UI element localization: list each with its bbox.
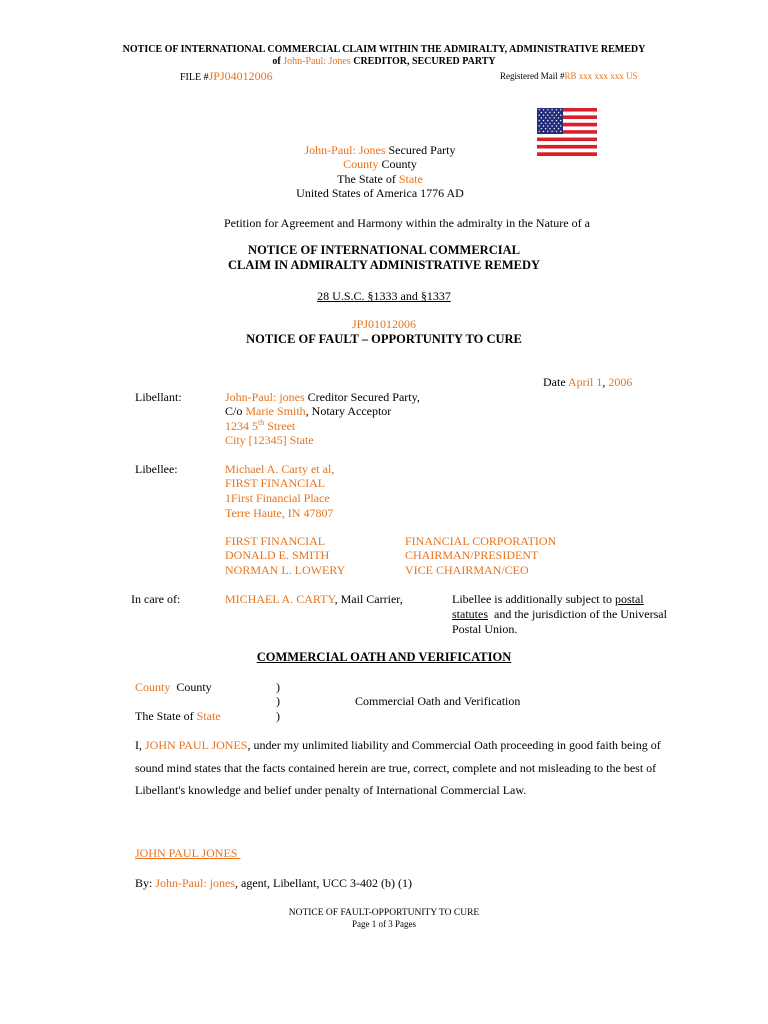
libellant-co: C/o Marie Smith, Notary Acceptor (225, 404, 392, 418)
usc-citation: 28 U.S.C. §1333 and §1337 (317, 289, 451, 303)
party-state: The State of State (337, 172, 423, 186)
petition-text: Petition for Agreement and Harmony within the admiralty in the Nature of a (224, 216, 590, 230)
signature-by: By: John-Paul: jones, agent, Libellant, UCC 3-402 (b) (1) (135, 876, 412, 890)
party-county: County County (343, 157, 417, 171)
paren: ) (276, 694, 280, 708)
oath-paragraph-line1: I, JOHN PAUL JONES, under my unlimited liability and Commercial Oath proceeding in good faith being of (135, 738, 661, 752)
header-title: NOTICE OF INTERNATIONAL COMMERCIAL CLAIM WITHIN THE ADMIRALTY, ADMINISTRATIVE REMEDY (122, 44, 646, 55)
libellee-label: Libellee: (135, 462, 178, 476)
fault-title: NOTICE OF FAULT – OPPORTUNITY TO CURE (246, 332, 522, 346)
signature-name: JOHN PAUL JONES (135, 846, 238, 860)
header-subtitle: of John-Paul: Jones CREDITOR, SECURED PARTY (272, 56, 496, 67)
officer-right: FINANCIAL CORPORATION (405, 534, 557, 548)
officer-left: DONALD E. SMITH (225, 548, 330, 562)
officer-right: VICE CHAIRMAN/CEO (405, 563, 529, 577)
libellant-label: Libellant: (135, 390, 182, 404)
care-name: MICHAEL A. CARTY, Mail Carrier, (225, 592, 403, 606)
officer-right: CHAIRMAN/PRESIDENT (405, 548, 539, 562)
libellant-name: John-Paul: jones Creditor Secured Party, (225, 390, 420, 404)
file-number: FILE #JPJ04012006 (180, 69, 273, 83)
title-line1: NOTICE OF INTERNATIONAL COMMERCIAL (248, 243, 520, 257)
care-label: In care of: (131, 592, 181, 606)
oath-right-label: Commercial Oath and Verification (355, 694, 521, 708)
oath-paragraph-line3: Libellant's knowledge and belief under penalty of International Commercial Law. (135, 783, 527, 797)
document-date: Date April 1, 2006 (543, 375, 633, 389)
oath-county: County County (135, 680, 212, 694)
care-note-line1: Libellee is additionally subject to postal (452, 592, 644, 606)
libellant-city: City [12345] State (225, 433, 314, 447)
officer-left: FIRST FINANCIAL (225, 534, 326, 548)
libellee-line: FIRST FINANCIAL (225, 476, 326, 490)
libellee-line: 1First Financial Place (225, 491, 330, 505)
footer-title: NOTICE OF FAULT-OPPORTUNITY TO CURE (288, 908, 480, 918)
paren: ) (276, 709, 280, 723)
libellee-line: Michael A. Carty et al, (225, 462, 335, 476)
footer-page: Page 1 of 3 Pages (352, 919, 416, 929)
care-note-line3: Postal Union. (452, 622, 518, 636)
oath-heading: COMMERCIAL OATH AND VERIFICATION (256, 650, 512, 664)
oath-paragraph-line2: sound mind states that the facts contained herein are true, correct, complete and not misleading to the best of (135, 761, 657, 775)
paren: ) (276, 680, 280, 694)
us-flag-icon (537, 108, 597, 156)
officer-left: NORMAN L. LOWERY (225, 563, 346, 577)
registered-mail: Registered Mail #RB xxx xxx xxx US (500, 71, 638, 81)
care-note-line2: statutes and the jurisdiction of the Universal (452, 607, 667, 621)
oath-state: The State of State (135, 709, 221, 723)
party-country: United States of America 1776 AD (296, 186, 464, 200)
claim-code: JPJ01012006 (351, 317, 416, 331)
libellee-line: Terre Haute, IN 47807 (225, 506, 334, 520)
party-name: John-Paul: Jones Secured Party (304, 143, 456, 157)
title-line2: CLAIM IN ADMIRALTY ADMINISTRATIVE REMEDY (227, 258, 541, 272)
libellant-street: 1234 5th Street (225, 418, 296, 433)
